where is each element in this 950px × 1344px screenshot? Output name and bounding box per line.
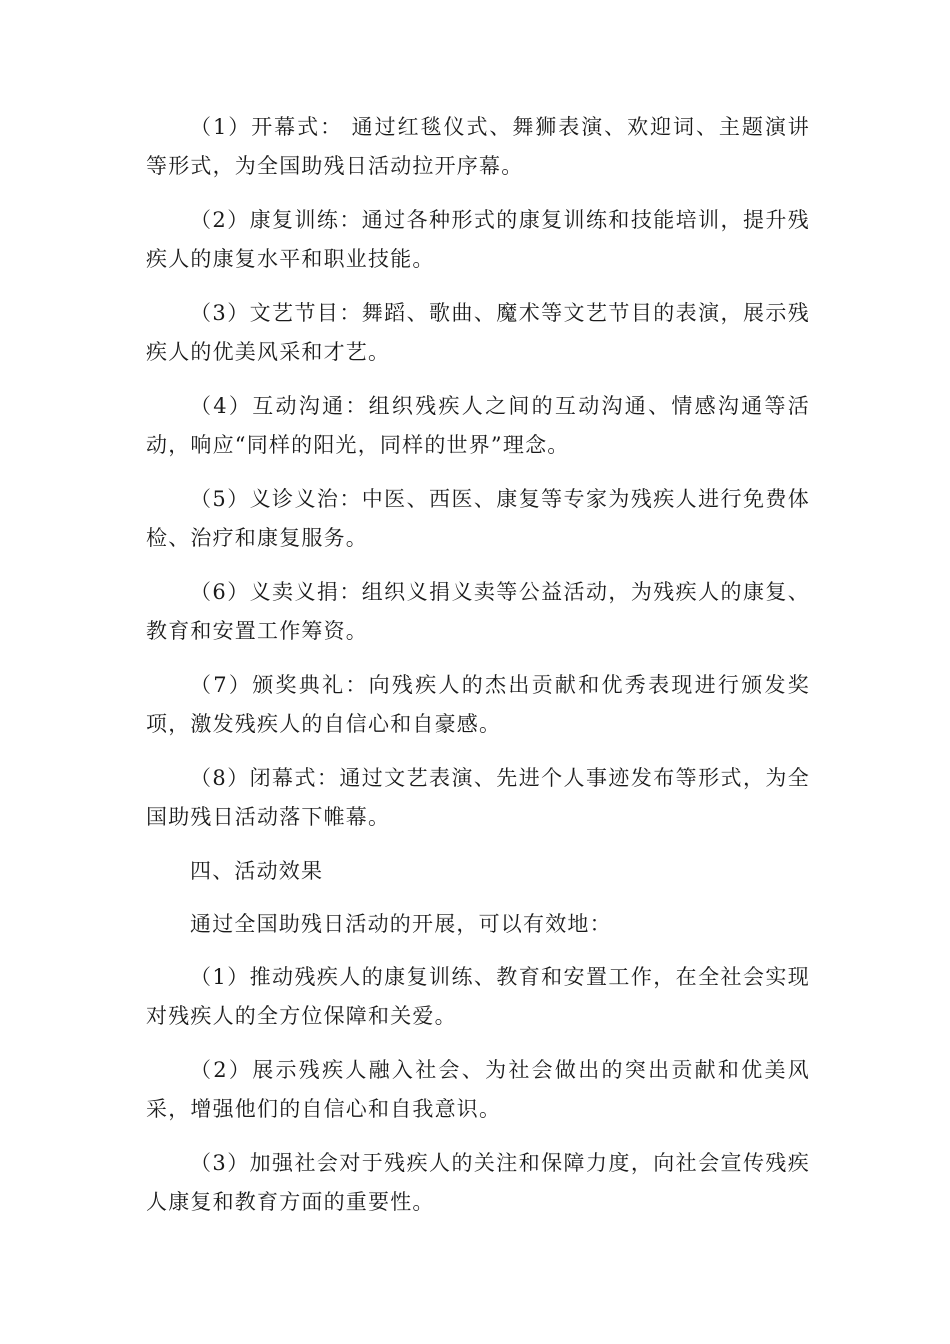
paragraph-opening-ceremony: （1）开幕式： 通过红毯仪式、舞狮表演、欢迎词、主题演讲等形式，为全国助残日活动拉开序幕。 [146, 115, 810, 178]
paragraph-closing-ceremony: （8）闭幕式：通过文艺表演、先进个人事迹发布等形式，为全国助残日活动落下帷幕。 [146, 766, 810, 829]
paragraph-interactive-communication: （4）互动沟通：组织残疾人之间的互动沟通、情感沟通等活动，响应“同样的阳光，同样的世界”理念。 [146, 394, 810, 457]
paragraph-free-clinic: （5）义诊义治：中医、西医、康复等专家为残疾人进行免费体检、治疗和康复服务。 [146, 487, 810, 550]
document-page [146, 108, 810, 1237]
paragraph-effect-3: （3）加强社会对于残疾人的关注和保障力度，向社会宣传残疾人康复和教育方面的重要性。 [146, 1151, 810, 1214]
paragraph-award-ceremony: （7）颁奖典礼：向残疾人的杰出贡献和优秀表现进行颁发奖项，激发残疾人的自信心和自豪感。 [146, 673, 810, 736]
section-heading-activity-effects: 四、活动效果 [190, 859, 324, 883]
paragraph-effects-intro: 通过全国助残日活动的开展，可以有效地： [190, 912, 612, 936]
paragraph-rehab-training: （2）康复训练：通过各种形式的康复训练和技能培训，提升残疾人的康复水平和职业技能。 [146, 208, 810, 271]
paragraph-art-performance: （3）文艺节目：舞蹈、歌曲、魔术等文艺节目的表演，展示残疾人的优美风采和才艺。 [146, 301, 810, 364]
paragraph-charity-sale: （6）义卖义捐：组织义捐义卖等公益活动，为残疾人的康复、教育和安置工作筹资。 [146, 580, 810, 643]
paragraph-effect-1: （1）推动残疾人的康复训练、教育和安置工作，在全社会实现对残疾人的全方位保障和关爱。 [146, 965, 810, 1028]
paragraph-effect-2: （2）展示残疾人融入社会、为社会做出的突出贡献和优美风采，增强他们的自信心和自我意识。 [146, 1058, 810, 1121]
